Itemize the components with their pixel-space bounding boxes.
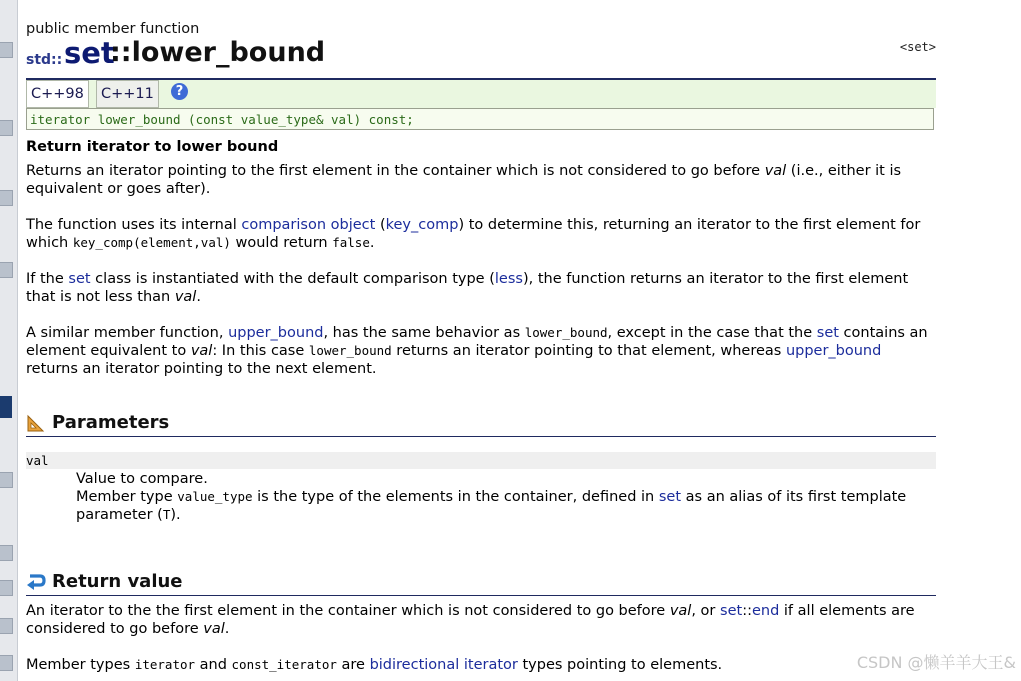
tab-cpp98[interactable]: C++98 [26,80,89,108]
text: class is instantiated with the default comparison type ( [90,271,495,287]
text: ). [170,507,181,523]
text: , except in the case that the [607,325,817,341]
description-paragraph-3 [26,270,936,306]
text: and [195,657,232,673]
param-description [76,470,936,524]
text: returns an iterator pointing to that element, whereas [391,343,786,359]
panel-tab[interactable] [0,618,13,634]
text: Member type [76,489,178,505]
text: if all elements are considered to go before [26,603,915,637]
text: would return [230,235,333,251]
set-link[interactable]: set [68,271,91,287]
text: . [369,235,375,251]
text: types pointing to elements. [517,657,723,673]
param-line-2 [76,488,936,524]
page-title [26,38,936,80]
text: as an alias of its first template parameter ( [76,489,907,523]
function-declaration: iterator lower_bound (const value_type& val) const; [26,108,934,130]
code-snippet: false [332,235,370,250]
upper-bound-link[interactable]: upper_bound [785,343,882,359]
help-icon[interactable]: ? [171,83,188,100]
return-arrow-icon [26,572,46,592]
text: returns an iterator pointing to the next element. [26,361,377,377]
set-link[interactable]: set [658,489,682,505]
comparison-object-link[interactable]: comparison object [241,217,376,233]
text: contains an element equivalent to [26,325,928,359]
panel-tab[interactable] [0,655,13,671]
title-member: ::lower_bound [110,37,326,68]
param-ref: val [190,343,213,359]
text: The function uses its internal [26,217,242,233]
return-value-paragraph [26,602,936,638]
text: (i.e., either it is equivalent or goes after). [26,163,902,197]
code-snippet: lower_bound [524,325,608,340]
text: . [196,289,201,305]
param-name: val [26,453,49,468]
param-line-1: Value to compare. [76,471,208,487]
text: Member types [26,657,135,673]
less-link[interactable]: less [494,271,523,287]
text: ) to determine this, returning an iterator to the first element for which [26,217,921,251]
panel-tab[interactable] [0,472,13,488]
member-kind-label: public member function [26,21,200,37]
upper-bound-link[interactable]: upper_bound [228,325,324,341]
text: . [224,621,230,637]
text: Returns an iterator pointing to the first element in the container which is not considered to go before [26,163,765,179]
text: is the type of the elements in the container, defined in [252,489,659,505]
version-tabs [26,80,936,108]
panel-marker [0,396,12,418]
return-value-title: Return value [52,571,183,592]
text: : In this case [212,343,309,359]
iterator-types-paragraph [26,656,936,674]
code-snippet: value_type [177,489,253,504]
key-comp-link[interactable]: key_comp [385,217,459,233]
param-ref: val [174,289,197,305]
title-class: set [64,36,115,70]
description-paragraph-1 [26,162,936,198]
ruler-icon [26,413,46,433]
text: If the [26,271,69,287]
text: :: [742,603,752,619]
code-snippet: T [162,507,171,522]
panel-tab[interactable] [0,190,13,206]
text: A similar member function, [26,325,229,341]
set-link[interactable]: set [816,325,839,341]
set-link[interactable]: set [720,603,743,619]
code-snippet: iterator [134,657,196,672]
return-value-heading [26,572,936,596]
code-snippet: key_comp(element,val) [72,235,231,250]
text: , or [691,603,721,619]
param-ref: val [764,163,787,179]
text: ( [375,217,386,233]
bidirectional-iterator-link[interactable]: bidirectional iterator [369,657,518,673]
panel-tab[interactable] [0,120,13,136]
description-paragraph-2 [26,216,936,252]
description-paragraph-4 [26,324,936,378]
parameters-heading [26,413,936,437]
summary-heading-text: Return iterator to lower bound [26,139,279,155]
text: are [336,657,370,673]
code-snippet: lower_bound [308,343,392,358]
panel-tab[interactable] [0,580,13,596]
panel-tab[interactable] [0,42,13,58]
panel-tab[interactable] [0,262,13,278]
param-name-row [26,452,936,469]
param-ref: val [203,621,225,637]
code-snippet: const_iterator [231,657,337,672]
text: , has the same behavior as [323,325,525,341]
summary-heading [26,138,936,156]
header-file-tag: <set> [899,40,936,54]
tab-cpp11[interactable]: C++11 [96,80,159,108]
watermark: CSDN @懒羊羊大王& [856,653,1016,672]
param-ref: val [669,603,692,619]
text: An iterator to the the first element in the container which is not considered to go before [26,603,670,619]
panel-tab[interactable] [0,545,13,561]
namespace-label: std:: [26,52,63,68]
text: ), the function returns an iterator to the first element that is not less than [26,271,909,305]
parameters-title: Parameters [52,412,170,433]
left-panel-strip [0,0,18,681]
end-link[interactable]: end [751,603,780,619]
